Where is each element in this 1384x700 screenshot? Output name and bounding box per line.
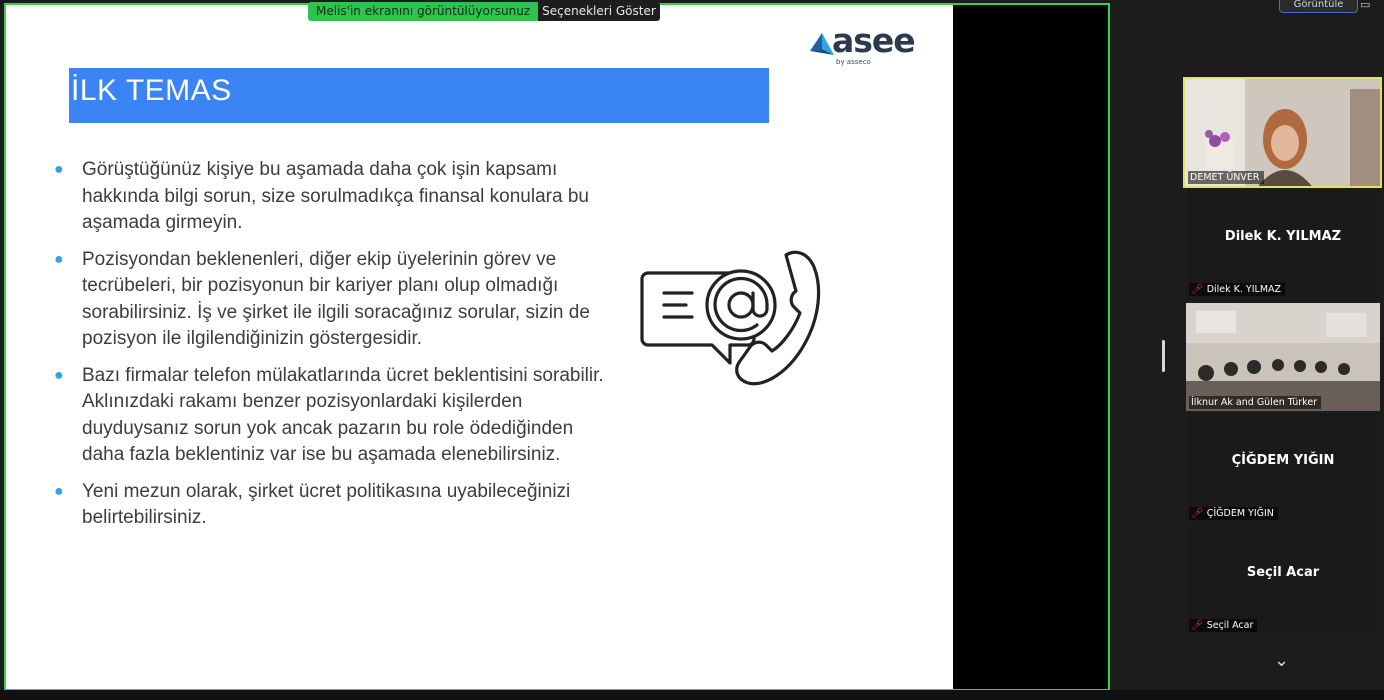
participant-video <box>1186 303 1380 411</box>
bullet-dot-icon: ● <box>54 482 64 500</box>
participant-display-name: ÇİĞDEM YIĞIN <box>1231 453 1335 468</box>
mic-off-icon: 🎤︎ <box>1191 620 1204 631</box>
participant-tile-dilek[interactable] <box>1186 189 1380 298</box>
chevron-down-icon[interactable]: ⌄ <box>1274 650 1290 671</box>
bullet-dot-icon: ● <box>54 161 64 178</box>
logo-subtext: by asseco <box>836 58 871 66</box>
participant-tile-secil[interactable] <box>1186 525 1380 634</box>
screen-share-status: Melis'in ekranını görüntülüyorsunuz <box>308 2 538 21</box>
participant-name-label <box>1189 507 1278 520</box>
participant-tile-classroom[interactable] <box>1186 303 1380 411</box>
participant-name: Seçil Acar <box>1206 620 1254 631</box>
bullet-dot-icon: ● <box>54 250 64 268</box>
participant-name-label <box>1189 396 1321 409</box>
bullet-text: Yeni mezun olarak, şirket ücret politikasına uyabileceğinizi belirtebilirsiniz. <box>82 480 571 528</box>
participant-name: İlknur Ak and Gülen Türker <box>1191 397 1318 408</box>
asee-logo <box>806 21 926 71</box>
participant-tile-cigdem[interactable] <box>1186 413 1380 522</box>
bullet-item <box>54 247 614 353</box>
meeting-toolbar <box>0 690 1384 700</box>
screen-share-banner <box>308 2 660 21</box>
view-button[interactable]: Görüntüle <box>1279 0 1358 13</box>
bullet-item <box>54 363 614 469</box>
email-phone-icon <box>636 243 836 393</box>
bullet-dot-icon: ● <box>54 366 64 384</box>
bullet-text: Pozisyondan beklenenleri, diğer ekip üyelerinin görev ve tecrübeleri, bir pozisyonun bir kariyer planı olup olmadığı sorabilirsiniz. İş ve şirket ile ilgili soracağınız sorular, sizin de pozisyon ile ilgilendiğinizin göstergesidir. <box>82 248 590 349</box>
participant-name-label <box>1188 171 1264 184</box>
participant-name: DEMET ÜNVER <box>1190 172 1260 183</box>
participant-name-label <box>1189 283 1285 296</box>
participant-tile-demet-unver[interactable] <box>1183 77 1382 188</box>
mic-off-icon: 🎤︎ <box>1191 508 1204 519</box>
window-icon[interactable]: ▭ <box>1360 0 1371 11</box>
bullet-list <box>54 157 614 542</box>
presentation-slide <box>6 5 953 689</box>
show-options-button[interactable]: Seçenekleri Göster <box>538 2 660 21</box>
slide-title-bar <box>69 68 769 123</box>
panel-resize-handle[interactable] <box>1162 340 1165 372</box>
participant-name: ÇİĞDEM YIĞIN <box>1206 508 1274 519</box>
slide-title: İLK TEMAS <box>71 74 232 107</box>
participant-display-name: Dilek K. YILMAZ <box>1224 229 1342 244</box>
participant-name-label <box>1189 619 1257 632</box>
mic-off-icon: 🎤︎ <box>1191 284 1204 295</box>
bullet-text: Görüştüğünüz kişiye bu aşamada daha çok işin kapsamı hakkında bilgi sorun, size sorulmadıkça finansal konulara bu aşamada girmeyin. <box>82 159 589 233</box>
bullet-item <box>54 479 614 532</box>
bullet-item <box>54 157 614 237</box>
participant-display-name: Seçil Acar <box>1246 565 1320 580</box>
participant-name: Dilek K. YILMAZ <box>1206 284 1282 295</box>
bullet-text: Bazı firmalar telefon mülakatlarında ücret beklentisini sorabilir. Aklınızdaki rakamı benzer pozisyonlardaki kişilerden duyduysanız sorun yok ancak pazarın bu role ödediğinden daha fazla beklentiniz var ise bu aşamada elenebilirsiniz. <box>82 364 604 465</box>
logo-wordmark: asee <box>832 21 915 60</box>
